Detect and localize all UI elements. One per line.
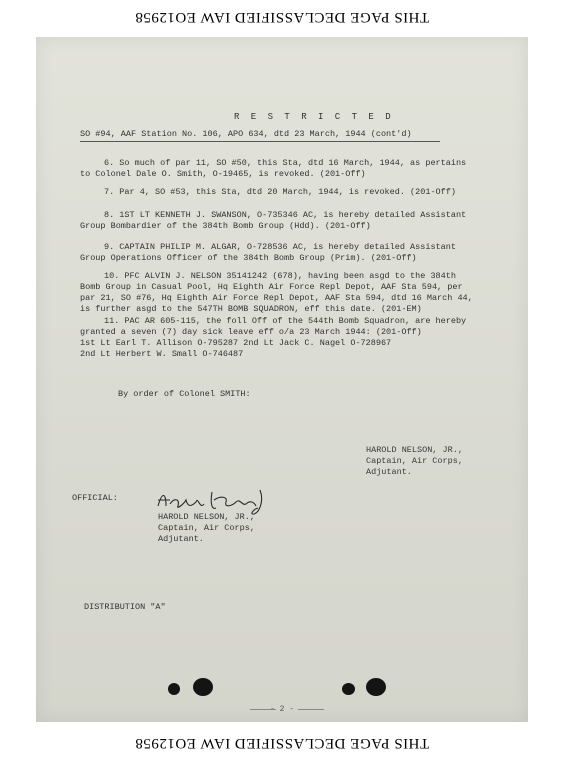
special-order-header: SO #94, AAF Station No. 106, APO 634, dtd 23 March, 1944 (cont'd) [80, 129, 412, 139]
paragraph-line: 7. Par 4, SO #53, this Sta, dtd 20 March, 1944, is revoked. (201-Off) [104, 187, 456, 197]
paragraph-line: 6. So much of par 11, SO #50, this Sta, dtd 16 March, 1944, as pertains [104, 158, 467, 168]
paragraph-line: Group Bombardier of the 384th Bomb Group (Hdd). (201-Off) [80, 221, 371, 231]
paragraph-line: granted a seven (7) day sick leave eff o/a 23 March 1944: (201-Off) [80, 327, 422, 337]
punch-hole [193, 678, 213, 696]
official-name: HAROLD NELSON, JR., [158, 512, 255, 522]
distribution-line: DISTRIBUTION "A" [84, 602, 166, 612]
page-number: - 2 - [269, 705, 294, 714]
paragraph-8 [80, 210, 490, 232]
declassified-banner-bottom: THIS PAGE DECLASSIFIED IAW EO12958 [134, 735, 430, 751]
paragraph-line: 11. PAC AR 605-115, the foll Off of the 544th Bomb Squadron, are hereby [104, 316, 467, 326]
official-signature-block [158, 512, 255, 545]
signer-block [366, 445, 463, 478]
official-rank: Captain, Air Corps, [158, 523, 255, 533]
paragraph-line: 2nd Lt Herbert W. Small O-746487 [80, 349, 244, 359]
signer-name: HAROLD NELSON, JR., [366, 445, 463, 455]
classification-marking: R E S T R I C T E D [234, 112, 394, 122]
paragraph-10 [80, 271, 490, 315]
paragraph-11 [80, 316, 490, 360]
paragraph-line: to Colonel Dale O. Smith, O-19465, is revoked. (201-Off) [80, 169, 366, 179]
punch-hole [366, 678, 386, 696]
paragraph-9 [80, 242, 490, 264]
paragraph-line: 10. PFC ALVIN J. NELSON 35141242 (678), having been asgd to the 384th [104, 271, 456, 281]
paragraph-line: par 21, SO #76, Hq Eighth Air Force Repl Depot, AAF Sta 594, dtd 16 March 44, [80, 293, 473, 303]
footer-dash-right [298, 709, 324, 710]
order-line: By order of Colonel SMITH: [118, 389, 251, 399]
paragraph-line: Group Operations Officer of the 384th Bomb Group (Prim). (201-Off) [80, 253, 417, 263]
paragraph-line: is further asgd to the 547TH BOMB SQUADRON, eff this date. (201-EM) [80, 304, 422, 314]
punch-hole [168, 683, 180, 695]
paragraph-line: 9. CAPTAIN PHILIP M. ALGAR, O-728536 AC, is hereby detailed Assistant [104, 242, 456, 252]
header-underline [80, 141, 440, 142]
paragraph-line: Bomb Group in Casual Pool, Hq Eighth Air Force Repl Depot, AAF Sta 594, per [80, 282, 463, 292]
signer-rank: Captain, Air Corps, [366, 456, 463, 466]
official-label: OFFICIAL: [72, 493, 118, 503]
paragraph-line: 8. 1ST LT KENNETH J. SWANSON, O-735346 AC, is hereby detailed Assistant [104, 210, 467, 220]
paragraph-6 [80, 158, 490, 180]
declassified-banner-top: THIS PAGE DECLASSIFIED IAW EO12958 [134, 9, 430, 25]
punch-hole [342, 683, 355, 695]
paragraph-7 [80, 187, 490, 198]
paragraph-line: 1st Lt Earl T. Allison O-795287 2nd Lt Jack C. Nagel O-728967 [80, 338, 392, 348]
official-title: Adjutant. [158, 534, 204, 544]
document-page [36, 37, 528, 722]
signer-title: Adjutant. [366, 467, 412, 477]
